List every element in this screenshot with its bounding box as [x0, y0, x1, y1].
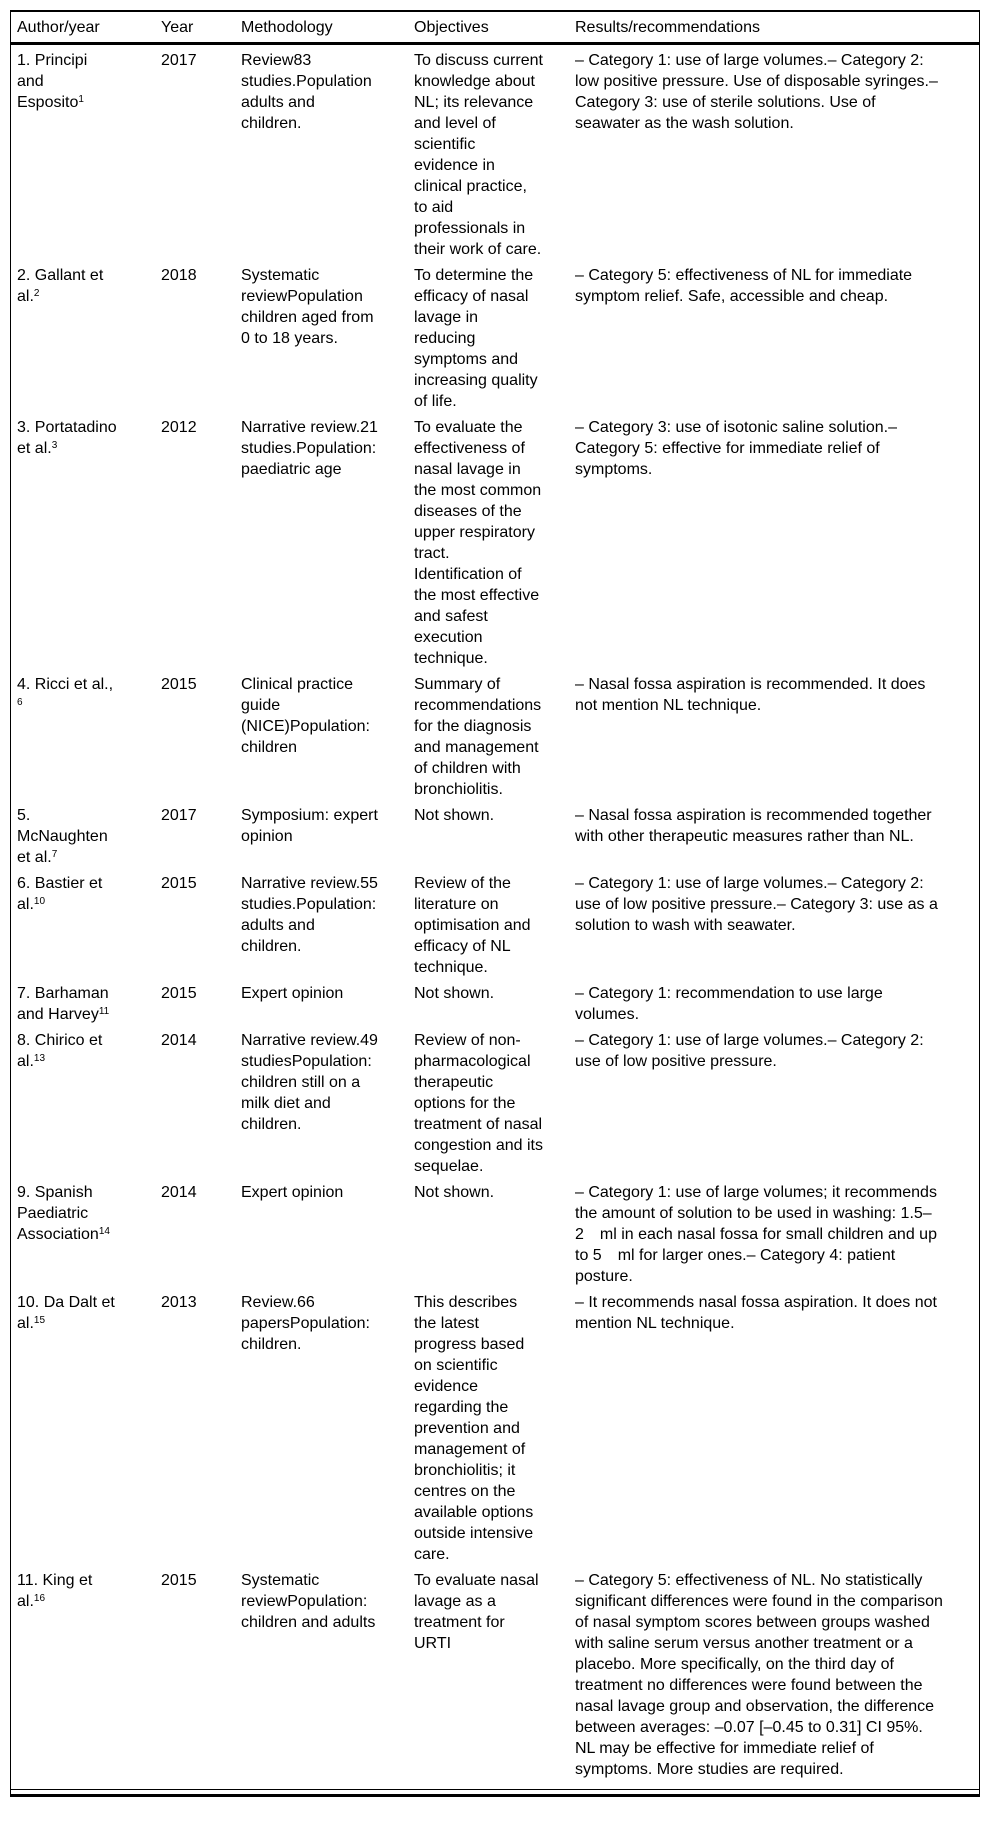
- reference-superscript: 3: [51, 440, 58, 451]
- author-line: 7. Barhaman: [17, 985, 109, 1002]
- author-line: Paediatric: [17, 1205, 89, 1222]
- author-line: 1. Principi: [17, 52, 88, 69]
- objectives-cell: This describes the latest progress based on scientific evidence regarding the prevention and management of bronchiolitis; it centres on the available options outside intensive care.: [414, 1294, 534, 1563]
- literature-review-table: [10, 10, 980, 1797]
- column-header-objectives: Objectives: [408, 12, 569, 44]
- table-row: [11, 260, 979, 412]
- results-cell: – Category 1: recommendation to use large volumes.: [575, 985, 883, 1023]
- table-row: [11, 1177, 979, 1287]
- reference-superscript: 11: [98, 1006, 110, 1017]
- author-line: 9. Spanish: [17, 1184, 93, 1201]
- studies-table: [11, 12, 979, 1789]
- column-header-methodology: Methodology: [235, 12, 408, 44]
- year-cell: 2012: [161, 419, 197, 436]
- reference-superscript: 10: [33, 896, 46, 907]
- year-cell: 2018: [161, 267, 197, 284]
- author-line: McNaughten: [17, 828, 108, 845]
- author-cell: [11, 412, 155, 669]
- year-cell: 2014: [161, 1032, 197, 1049]
- author-cell: [11, 1025, 155, 1177]
- table-body: [11, 44, 979, 1790]
- results-cell: – Category 3: use of isotonic saline solution.– Category 5: effective for immediate relief of symptoms.: [575, 419, 897, 478]
- objectives-cell: To determine the efficacy of nasal lavage in reducing symptoms and increasing quality of life.: [414, 267, 538, 410]
- reference-superscript: 6: [17, 697, 23, 708]
- author-line: 3. Portatadino: [17, 419, 117, 436]
- author-line: 4. Ricci et al.,: [17, 676, 114, 693]
- author-line: et al.$^3$: [17, 440, 58, 457]
- methodology-cell: Expert opinion: [241, 985, 344, 1002]
- objectives-cell: To evaluate the effectiveness of nasal lavage in the most common diseases of the upper respiratory tract. Identification of the most effective and safest execution technique.: [414, 419, 542, 667]
- table-row: [11, 1025, 979, 1177]
- objectives-cell: Not shown.: [414, 985, 495, 1002]
- table-row: [11, 978, 979, 1025]
- table-row: [11, 1565, 979, 1789]
- author-line: al.$^{10}$: [17, 896, 46, 913]
- author-line: and Harvey$^{11}$: [17, 1006, 110, 1023]
- table-row: [11, 412, 979, 669]
- objectives-cell: To discuss current knowledge about NL; its relevance and level of scientific evidence in clinical practice, to aid professionals in their work of care.: [414, 52, 543, 258]
- methodology-cell: Systematic reviewPopulation: children and adults: [241, 1572, 376, 1631]
- author-line: 5.: [17, 807, 31, 824]
- year-cell: 2015: [161, 676, 197, 693]
- methodology-cell: Narrative review.49 studiesPopulation: children still on a milk diet and children.: [241, 1032, 378, 1133]
- reference-superscript: 1: [78, 94, 84, 105]
- year-cell: 2014: [161, 1184, 197, 1201]
- methodology-cell: Narrative review.55 studies.Population: adults and children.: [241, 875, 378, 955]
- reference-superscript: 15: [33, 1315, 46, 1326]
- year-cell: 2015: [161, 985, 197, 1002]
- methodology-cell: Clinical practice guide (NICE)Population: children: [241, 676, 370, 756]
- author-cell: [11, 1177, 155, 1287]
- table-header: [11, 12, 979, 44]
- author-line: Esposito$^1$: [17, 94, 84, 111]
- objectives-cell: Review of the literature on optimisation and efficacy of NL technique.: [414, 875, 531, 976]
- table-row: [11, 44, 979, 261]
- results-cell: – Nasal fossa aspiration is recommended. It does not mention NL technique.: [575, 676, 926, 714]
- results-cell: – It recommends nasal fossa aspiration. It does not mention NL technique.: [575, 1294, 937, 1332]
- results-cell: – Category 1: use of large volumes.– Category 2: use of low positive pressure.– Category 3: use as a solution to wash with seawater.: [575, 875, 938, 934]
- author-line: 10. Da Dalt et: [17, 1294, 115, 1311]
- objectives-cell: Not shown.: [414, 1184, 495, 1201]
- author-line: 8. Chirico et: [17, 1032, 103, 1049]
- table-row: [11, 1287, 979, 1565]
- reference-superscript: 7: [51, 849, 58, 860]
- results-cell: – Category 5: effectiveness of NL for immediate symptom relief. Safe, accessible and cheap.: [575, 267, 913, 305]
- author-line: al.$^{15}$: [17, 1315, 46, 1332]
- results-cell: – Category 1: use of large volumes.– Category 2: use of low positive pressure.: [575, 1032, 924, 1070]
- author-line: al.$^2$: [17, 288, 40, 305]
- year-cell: 2015: [161, 875, 197, 892]
- author-cell: [11, 1565, 155, 1789]
- methodology-cell: Symposium: expert opinion: [241, 807, 378, 845]
- methodology-cell: Systematic reviewPopulation children aged from 0 to 18 years.: [241, 267, 374, 347]
- results-cell: – Category 1: use of large volumes; it recommends the amount of solution to be used in washing: 1.5–2 ml in each nasal fossa for small children and up to 5 ml for larger ones.– Category 4: patient posture.: [575, 1184, 937, 1285]
- author-line: and: [17, 73, 44, 90]
- author-cell: [11, 868, 155, 978]
- table-row: [11, 800, 979, 868]
- objectives-cell: To evaluate nasal lavage as a treatment for URTI: [414, 1572, 539, 1652]
- year-cell: 2017: [161, 807, 197, 824]
- methodology-cell: Expert opinion: [241, 1184, 344, 1201]
- author-cell: [11, 800, 155, 868]
- year-cell: 2015: [161, 1572, 197, 1589]
- reference-superscript: 13: [33, 1053, 46, 1064]
- methodology-cell: Narrative review.21 studies.Population: paediatric age: [241, 419, 378, 478]
- objectives-cell: Review of non-pharmacological therapeutic options for the treatment of nasal congestion and its sequelae.: [414, 1032, 543, 1175]
- table-row: [11, 669, 979, 800]
- reference-superscript: 2: [33, 288, 40, 299]
- author-line: al.$^{16}$: [17, 1593, 46, 1610]
- author-line: Association$^{14}$: [17, 1226, 110, 1243]
- author-line: 2. Gallant et: [17, 267, 104, 284]
- reference-superscript: 14: [98, 1226, 110, 1237]
- author-line: et al.$^7$: [17, 849, 58, 866]
- results-cell: – Nasal fossa aspiration is recommended together with other therapeutic measures rather than NL.: [575, 807, 932, 845]
- year-cell: 2013: [161, 1294, 197, 1311]
- column-header-author-year: Author/year: [11, 12, 155, 44]
- reference-superscript: 16: [33, 1593, 46, 1604]
- author-cell: [11, 978, 155, 1025]
- objectives-cell: Not shown.: [414, 807, 495, 824]
- author-line: 11. King et: [17, 1572, 93, 1589]
- year-cell: 2017: [161, 52, 197, 69]
- column-header-year: Year: [155, 12, 235, 44]
- methodology-cell: Review.66 papersPopulation: children.: [241, 1294, 370, 1353]
- author-line: al.$^{13}$: [17, 1053, 46, 1070]
- author-cell: [11, 669, 155, 800]
- author-cell: [11, 44, 155, 261]
- author-cell: [11, 1287, 155, 1565]
- table-bottom-rule: [11, 1789, 979, 1797]
- objectives-cell: Summary of recommendations for the diagnosis and management of children with bronchiolitis.: [414, 676, 542, 798]
- table-row: [11, 868, 979, 978]
- author-line: [17, 695, 135, 716]
- author-line: 6. Bastier et: [17, 875, 103, 892]
- results-cell: – Category 1: use of large volumes.– Category 2: low positive pressure. Use of disposable syringes.– Category 3: use of sterile solutions. Use of seawater as the wash solution.: [575, 52, 938, 132]
- methodology-cell: Review83 studies.Population adults and children.: [241, 52, 372, 132]
- header-row: [11, 12, 979, 44]
- author-cell: [11, 260, 155, 412]
- column-header-results: Results/recommendations: [569, 12, 979, 44]
- results-cell: – Category 5: effectiveness of NL. No statistically significant differences were found in the comparison of nasal symptom scores between groups washed with saline serum versus another treatment or a placebo. More specifically, on the third day of treatment no differences were found between the nasal lavage group and observation, the difference between averages: –0.07 [–0.45 to 0.31] CI 95%. NL may be effective for immediate relief of symptoms. More studies are required.: [575, 1572, 943, 1778]
